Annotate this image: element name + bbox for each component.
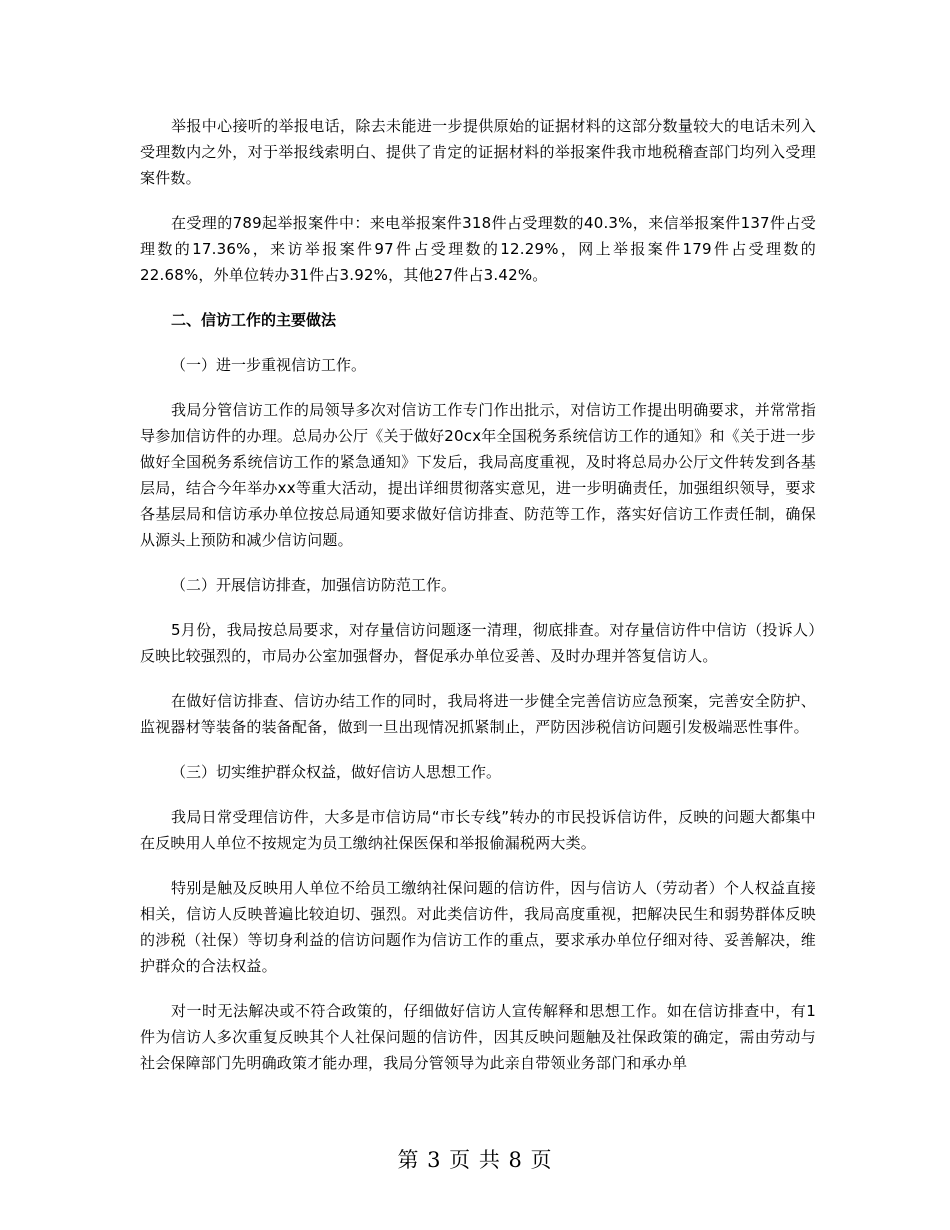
- paragraph-may-investigation: 5月份，我局按总局要求，对存量信访问题逐一清理，彻底排查。对存量信访件中信访（投诉人）反映比较强烈的，市局办公室加强督办，督促承办单位妥善、及时办理并答复信访人。: [140, 621, 816, 665]
- paragraph-explanation-work: 对一时无法解决或不符合政策的，仔细做好信访人宣传解释和思想工作。如在信访排查中，有1件为信访人多次重复反映其个人社保问题的信访件，因其反映问题触及社保政策的确定，需由劳动与社会保障部门先明确政策才能办理，我局分管领导为此亲自带领业务部门和承办单: [140, 1002, 816, 1072]
- subsection-heading-3: （三）切实维护群众权益，做好信访人思想工作。: [171, 763, 502, 781]
- paragraph-leadership-attention: 我局分管信访工作的局领导多次对信访工作专门作出批示，对信访工作提出明确要求，并常常指导参加信访件的办理。总局办公厅《关于做好20cx年全国税务系统信访工作的通知》和《关于进一步做好全国税务系统信访工作的紧急通知》下发后，我局高度重视，及时将总局办公厅文件转发到各基层局，结合今年举办xx等重大活动，提出详细贯彻落实意见，进一步明确责任，加强组织领导，要求各基层局和信访承办单位按总局通知要求做好信访排查、防范等工作，落实好信访工作责任制，确保从源头上预防和减少信访问题。: [140, 401, 816, 549]
- paragraph-emergency-plan: 在做好信访排查、信访办结工作的同时，我局将进一步健全完善信访应急预案，完善安全防护、监视器材等装备的装备配备，做到一旦出现情况抓紧制止，严防因涉税信访问题引发极端恶性事件。: [140, 692, 816, 736]
- subsection-heading-2: （二）开展信访排查，加强信访防范工作。: [171, 576, 457, 594]
- subsection-heading-1: （一）进一步重视信访工作。: [171, 356, 367, 374]
- page-number-footer: 第 3 页 共 8 页: [397, 1148, 553, 1172]
- paragraph-daily-petitions: 我局日常受理信访件，大多是市信访局“市长专线”转办的市民投诉信访件，反映的问题大都集中在反映用人单位不按规定为员工缴纳社保医保和举报偷漏税两大类。: [140, 808, 816, 852]
- paragraph-social-security: 特别是触及反映用人单位不给员工缴纳社保问题的信访件，因与信访人（劳动者）个人权益直接相关，信访人反映普遍比较迫切、强烈。对此类信访件，我局高度重视，把解决民生和弱势群体反映的涉税（社保）等切身利益的信访问题作为信访工作的重点，要求承办单位仔细对待、妥善解决，维护群众的合法权益。: [140, 879, 816, 975]
- paragraph-report-hotline: 举报中心接听的举报电话，除去未能进一步提供原始的证据材料的这部分数量较大的电话未列入受理数内之外，对于举报线索明白、提供了肯定的证据材料的举报案件我市地税稽查部门均列入受理案件数。: [140, 117, 816, 187]
- section-heading: 二、信访工作的主要做法: [171, 311, 337, 329]
- paragraph-case-statistics: 在受理的789起举报案件中：来电举报案件318件占受理数的40.3%，来信举报案件137件占受理数的17.36%，来访举报案件97件占受理数的12.29%，网上举报案件179件占受理数的22.68%，外单位转办31件占3.92%，其他27件占3.42%。: [140, 214, 816, 284]
- document-body: [140, 113, 816, 1095]
